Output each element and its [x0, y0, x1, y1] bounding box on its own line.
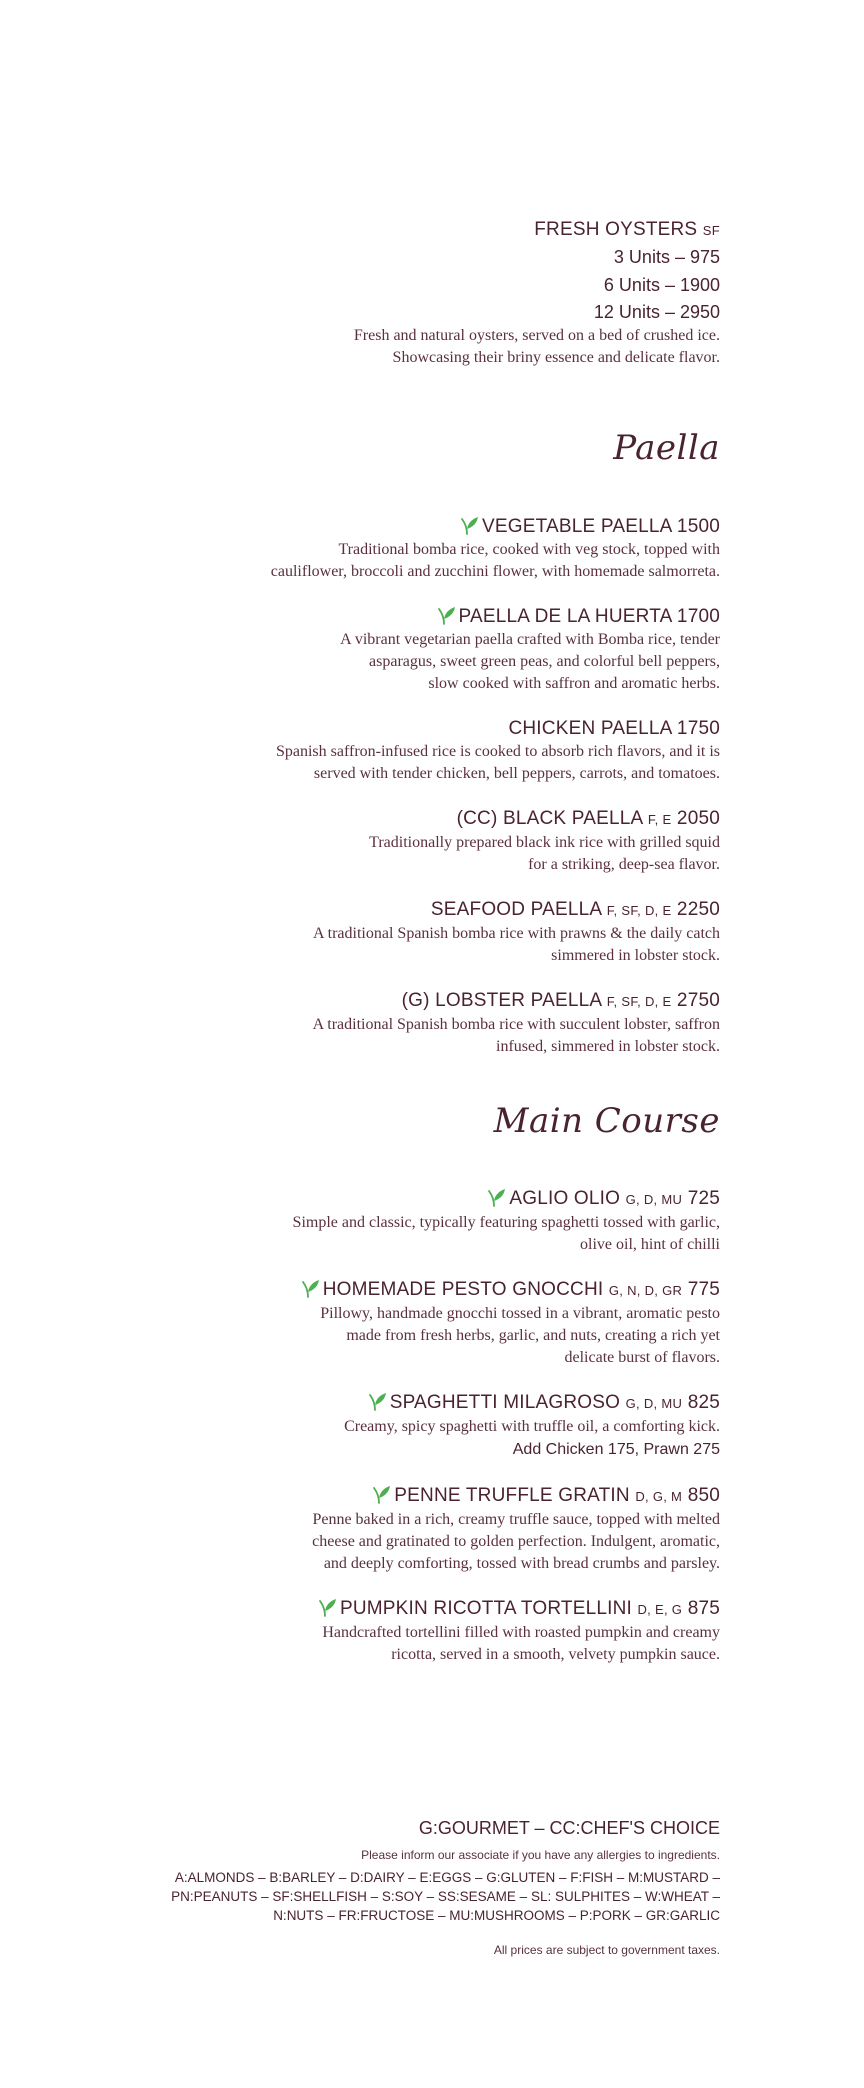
item-price: 2750: [676, 990, 720, 1011]
desc-line: asparagus, sweet green peas, and colorful bell peppers,: [369, 653, 720, 670]
item-name: PENNE TRUFFLE GRATIN: [394, 1485, 630, 1506]
desc-line: simmered in lobster stock.: [551, 947, 720, 964]
menu-item-title: [160, 1391, 720, 1416]
menu-item: [160, 898, 720, 967]
desc-line: Fresh and natural oysters, served on a bed of crushed ice.: [353, 327, 720, 344]
desc-line: Traditional bomba rice, cooked with veg stock, topped with: [338, 541, 720, 558]
item-name: CHICKEN PAELLA: [508, 718, 672, 739]
menu-item: [160, 807, 720, 876]
allergen-code-line: A:ALMONDS – B:BARLEY – D:DAIRY – E:EGGS – G:GLUTEN – F:FISH – M:MUSTARD –: [174, 1870, 720, 1885]
item-name: (CC) BLACK PAELLA: [456, 808, 643, 829]
item-name: (G) LOBSTER PAELLA: [401, 990, 602, 1011]
item-allergens: G, D, MU: [625, 1396, 683, 1411]
item-price: 2050: [676, 808, 720, 829]
main-course-list: [160, 1187, 720, 1688]
menu-item: [160, 1278, 720, 1369]
item-allergens: SF: [702, 223, 720, 238]
menu-item: [160, 989, 720, 1058]
menu-item: [160, 1484, 720, 1575]
menu-item-title: [160, 1278, 720, 1303]
item-price: 1500: [676, 516, 720, 537]
menu-item-title: [160, 1597, 720, 1622]
item-name: HOMEMADE PESTO GNOCCHI: [322, 1279, 604, 1300]
allergy-note: Please inform our associate if you have any allergies to ingredients.: [361, 1848, 720, 1862]
item-price: 725: [687, 1188, 720, 1209]
menu-item-title: [160, 515, 720, 539]
desc-line: Simple and classic, typically featuring spaghetti tossed with garlic,: [292, 1214, 720, 1231]
item-allergens: F, SF, D, E: [606, 994, 672, 1009]
menu-item: [160, 1391, 720, 1462]
item-addon: Add Chicken 175, Prawn 275: [512, 1441, 720, 1458]
desc-line: olive oil, hint of chilli: [580, 1236, 720, 1253]
menu-item-description: [160, 741, 720, 785]
allergen-code-line: N:NUTS – FR:FRUCTOSE – MU:MUSHROOMS – P:PORK – GR:GARLIC: [273, 1908, 720, 1923]
item-price: 825: [687, 1392, 720, 1413]
item-allergens: G, D, MU: [625, 1192, 683, 1207]
footer: [100, 1816, 720, 1959]
item-price: 850: [687, 1485, 720, 1506]
legend-text: G:GOURMET – CC:CHEF'S CHOICE: [418, 1818, 720, 1838]
allergen-code-line: PN:PEANUTS – SF:SHELLFISH – S:SOY – SS:SESAME – SL: SULPHITES – W:WHEAT –: [171, 1889, 720, 1904]
item-price: 775: [687, 1279, 720, 1300]
desc-line: A vibrant vegetarian paella crafted with Bomba rice, tender: [340, 631, 720, 648]
item-price: 1700: [676, 606, 720, 627]
menu-item-description: [160, 629, 720, 695]
desc-line: Creamy, spicy spaghetti with truffle oil, a comforting kick.: [344, 1418, 720, 1435]
allergen-codes: [100, 1868, 720, 1925]
desc-line: for a striking, deep-sea flavor.: [528, 856, 720, 873]
menu-item-title: [160, 1187, 720, 1212]
menu-item-title: [160, 807, 720, 832]
menu-item-description: [160, 539, 720, 583]
desc-line: made from fresh herbs, garlic, and nuts, creating a rich yet: [346, 1327, 720, 1344]
menu-item: [160, 717, 720, 785]
desc-line: and deeply comforting, tossed with bread crumbs and parsley.: [323, 1555, 720, 1572]
veg-leaf-icon: [318, 1597, 338, 1617]
oysters-price: 6 Units – 1900: [603, 275, 720, 295]
desc-line: A traditional Spanish bomba rice with succulent lobster, saffron: [312, 1016, 720, 1033]
desc-line: Showcasing their briny essence and delicate flavor.: [392, 349, 720, 366]
desc-line: Handcrafted tortellini filled with roasted pumpkin and creamy: [322, 1624, 720, 1641]
menu-item-description: [160, 1303, 720, 1369]
desc-line: infused, simmered in lobster stock.: [496, 1038, 720, 1055]
item-allergens: D, E, G: [637, 1602, 683, 1617]
item-name: PUMPKIN RICOTTA TORTELLINI: [339, 1598, 632, 1619]
item-name: SPAGHETTI MILAGROSO: [389, 1392, 621, 1413]
item-allergens: D, G, M: [635, 1489, 683, 1504]
item-allergens: F, E: [647, 812, 672, 827]
desc-line: served with tender chicken, bell peppers, carrots, and tomatoes.: [313, 765, 720, 782]
desc-line: Traditionally prepared black ink rice with grilled squid: [369, 834, 720, 851]
item-price: 875: [687, 1598, 720, 1619]
section-heading-main-course: Main Course: [493, 1101, 720, 1141]
oysters-price: 3 Units – 975: [613, 247, 720, 267]
item-allergens: G, N, D, GR: [608, 1283, 683, 1298]
menu-item-description: [160, 1014, 720, 1058]
veg-leaf-icon: [372, 1484, 392, 1504]
desc-line: Pillowy, handmade gnocchi tossed in a vibrant, aromatic pesto: [320, 1305, 720, 1322]
menu-item: [160, 1597, 720, 1666]
tax-note: All prices are subject to government taxes.: [493, 1943, 720, 1957]
desc-line: A traditional Spanish bomba rice with prawns & the daily catch: [312, 925, 720, 942]
desc-line: ricotta, served in a smooth, velvety pumpkin sauce.: [391, 1646, 720, 1663]
menu-item-description: [160, 1622, 720, 1666]
menu-item: [160, 605, 720, 695]
oysters-title: [160, 218, 720, 243]
menu-item-title: [160, 1484, 720, 1509]
veg-leaf-icon: [487, 1187, 507, 1207]
oysters-section: [160, 218, 720, 369]
menu-item-description: [160, 1212, 720, 1256]
desc-line: cauliflower, broccoli and zucchini flower, with homemade salmorreta.: [270, 563, 720, 580]
menu-item-description: [160, 832, 720, 876]
desc-line: cheese and gratinated to golden perfection. Indulgent, aromatic,: [312, 1533, 720, 1550]
item-name: AGLIO OLIO: [509, 1188, 621, 1209]
veg-leaf-icon: [368, 1391, 388, 1411]
menu-item-title: [160, 898, 720, 923]
menu-item: [160, 515, 720, 583]
oysters-price: 12 Units – 2950: [593, 302, 720, 322]
menu-item-description: [160, 1416, 720, 1438]
veg-leaf-icon: [437, 605, 457, 625]
desc-line: Spanish saffron-infused rice is cooked to absorb rich flavors, and it is: [275, 743, 720, 760]
menu-item: [160, 1187, 720, 1256]
desc-line: slow cooked with saffron and aromatic herbs.: [428, 675, 720, 692]
menu-item-title: [160, 605, 720, 629]
item-name: PAELLA DE LA HUERTA: [458, 606, 672, 627]
menu-item-title: [160, 989, 720, 1014]
item-price: 2250: [676, 899, 720, 920]
desc-line: Penne baked in a rich, creamy truffle sauce, topped with melted: [312, 1511, 720, 1528]
veg-leaf-icon: [301, 1278, 321, 1298]
item-name: VEGETABLE PAELLA: [482, 516, 672, 537]
menu-item-description: [160, 1509, 720, 1575]
menu-item-description: [160, 923, 720, 967]
section-heading-paella: Paella: [613, 428, 720, 468]
item-name: FRESH OYSTERS: [534, 219, 698, 240]
veg-leaf-icon: [460, 515, 480, 535]
paella-list: [160, 515, 720, 1080]
oysters-description: [160, 325, 720, 369]
item-allergens: F, SF, D, E: [606, 903, 672, 918]
item-name: SEAFOOD PAELLA: [430, 899, 602, 920]
desc-line: delicate burst of flavors.: [564, 1349, 720, 1366]
menu-item-title: [160, 717, 720, 741]
item-price: 1750: [676, 718, 720, 739]
